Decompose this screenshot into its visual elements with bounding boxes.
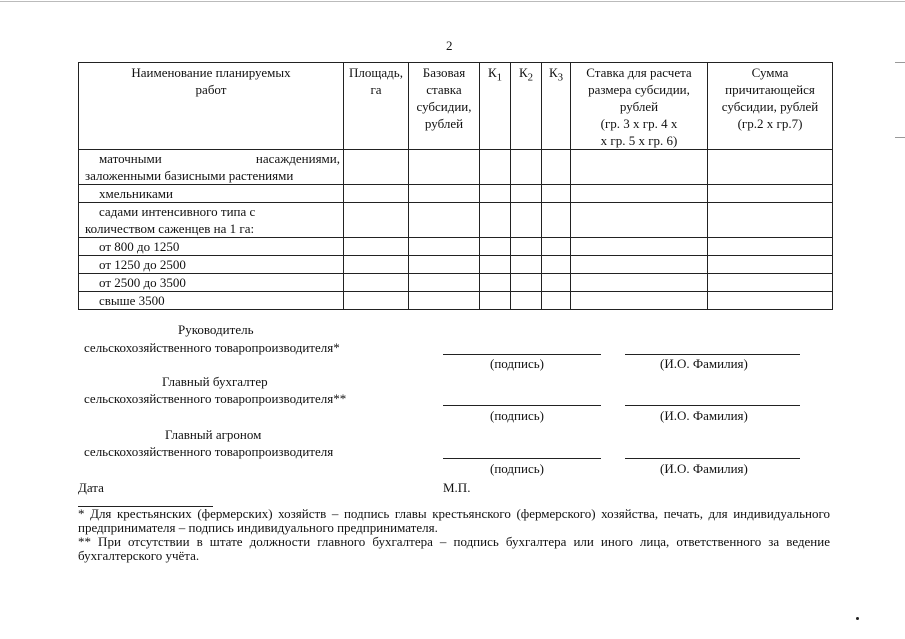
- scan-edge-mark: [895, 137, 905, 138]
- head-org: сельскохозяйственного товаропроизводителя*: [84, 340, 340, 355]
- col-header-calc-rate: Ставка для расчета размера субсидии, рублей (гр. 3 х гр. 4 х х гр. 5 х гр. 6): [571, 63, 708, 150]
- row-name-cell: свыше 3500: [79, 292, 344, 310]
- footnote-2: ** При отсутствии в штате должности главного бухгалтера – подпись бухгалтера или иного лица, ответственного за ведение бухгалтерского учёта.: [78, 534, 830, 563]
- col-header-base-rate: Базовая ставка субсидии, рублей: [409, 63, 480, 150]
- accountant-org: сельскохозяйственного товаропроизводителя**: [84, 391, 347, 406]
- table-header-row: [79, 63, 833, 150]
- table-row: [79, 150, 833, 185]
- table-row: [79, 238, 833, 256]
- table-row: [79, 292, 833, 310]
- agronomist-org: сельскохозяйственного товаропроизводителя: [84, 444, 334, 459]
- row-name-cell: от 1250 до 2500: [79, 256, 344, 274]
- row-name-cell: от 2500 до 3500: [79, 274, 344, 292]
- row-name-cell: маточными насаждениями, заложенными базисными растениями: [79, 150, 344, 185]
- col-header-name: Наименование планируемых работ: [79, 63, 344, 150]
- accountant-name-caption: (И.О. Фамилия): [660, 408, 748, 423]
- page-number: 2: [446, 38, 453, 53]
- scan-edge-mark: [895, 62, 905, 63]
- table-row: [79, 274, 833, 292]
- row-name-cell: садами интенсивного типа с количеством саженцев на 1 га:: [79, 203, 344, 238]
- head-name-line: [625, 354, 800, 355]
- col-header-k2: $К_2$: [511, 63, 542, 150]
- table-row: [79, 185, 833, 203]
- accountant-signature-caption: (подпись): [490, 408, 544, 423]
- agronomist-name-line: [625, 458, 800, 459]
- accountant-title: Главный бухгалтер: [162, 374, 268, 389]
- row-name-cell: хмельниками: [79, 185, 344, 203]
- agronomist-title: Главный агроном: [165, 427, 262, 442]
- agronomist-signature-line: [443, 458, 601, 459]
- scan-speck: [856, 617, 859, 620]
- row-name-cell: от 800 до 1250: [79, 238, 344, 256]
- head-signature-caption: (подпись): [490, 356, 544, 371]
- head-signature-line: [443, 354, 601, 355]
- col-header-area: Площадь, га: [344, 63, 409, 150]
- agronomist-name-caption: (И.О. Фамилия): [660, 461, 748, 476]
- head-name-caption: (И.О. Фамилия): [660, 356, 748, 371]
- stamp-label: М.П.: [443, 480, 471, 495]
- accountant-name-line: [625, 405, 800, 406]
- table-row: [79, 203, 833, 238]
- col-header-sum: Сумма причитающейся субсидии, рублей (гр.2 х гр.7): [708, 63, 833, 150]
- agronomist-signature-caption: (подпись): [490, 461, 544, 476]
- footnote-1: * Для крестьянских (фермерских) хозяйств – подпись главы крестьянского (фермерского) хозяйства, печать, для индивидуального предпринимателя – подпись индивидуального предпринимателя.: [78, 506, 830, 535]
- accountant-signature-line: [443, 405, 601, 406]
- col-header-k1: $К_1$: [480, 63, 511, 150]
- table-row: [79, 256, 833, 274]
- date-label: Дата: [78, 480, 104, 495]
- col-header-k3: $К_3$: [542, 63, 571, 150]
- scan-top-edge: [0, 1, 905, 2]
- subsidy-table: [78, 62, 833, 310]
- head-title: Руководитель: [178, 322, 254, 337]
